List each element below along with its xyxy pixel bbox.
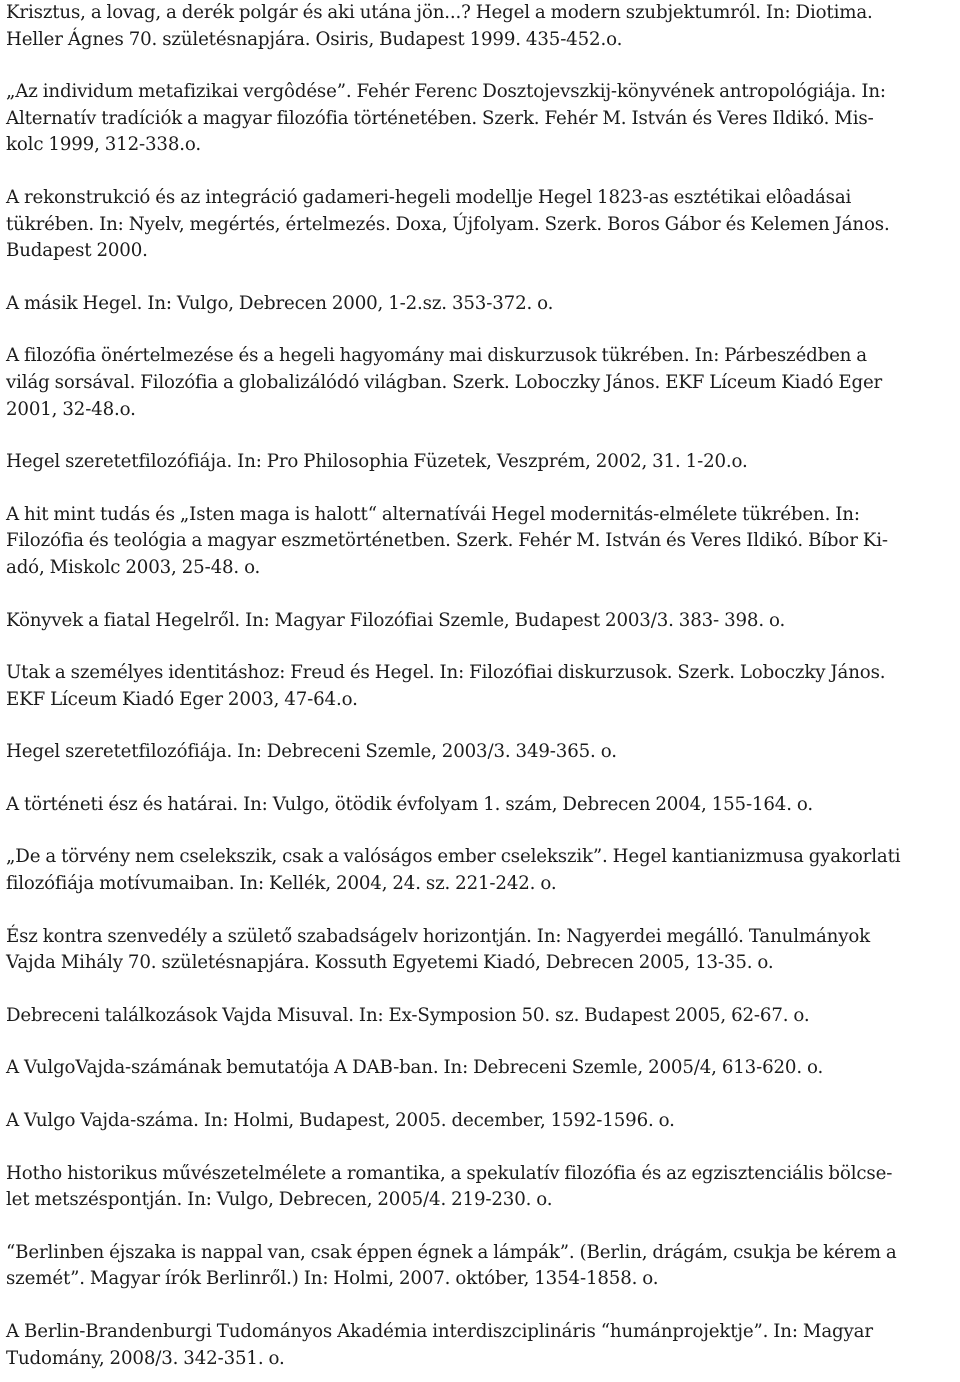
bibliography-entry bbox=[6, 1240, 956, 1293]
entry-line: szemét”. Magyar írók Berlinről.) In: Holmi, 2007. október, 1354-1858. o. bbox=[6, 1268, 659, 1290]
entry-line: Vajda Mihály 70. születésnapjára. Kossuth Egyetemi Kiadó, Debrecen 2005, 13-35. o. bbox=[6, 952, 774, 974]
entry-line: Ész kontra szenvedély a születő szabadságelv horizontján. In: Nagyerdei megálló. Tanulmányok bbox=[6, 925, 871, 947]
entry-line: A filozófia önértelmezése és a hegeli hagyomány mai diskurzusok tükrében. In: Párbeszédben a bbox=[6, 345, 867, 367]
entry-line: A hit mint tudás és „Isten maga is halott“ alternatívái Hegel modernitás-elmélete tükrében. In: bbox=[6, 503, 860, 525]
bibliography-entry bbox=[6, 1003, 956, 1030]
bibliography-entry bbox=[6, 1319, 956, 1372]
entry-line: „De a törvény nem cselekszik, csak a valóságos ember cselekszik”. Hegel kantianizmusa gyakorlati bbox=[6, 846, 901, 868]
entry-line: A rekonstrukció és az integráció gadameri-hegeli modellje Hegel 1823-as esztétikai elôadásai bbox=[6, 186, 852, 208]
bibliography-entry bbox=[6, 608, 956, 635]
bibliography-entry bbox=[6, 185, 956, 265]
entry-line: Hegel szeretetfilozófiája. In: Debreceni Szemle, 2003/3. 349-365. o. bbox=[6, 741, 617, 763]
entry-line: A másik Hegel. In: Vulgo, Debrecen 2000, 1-2.sz. 353-372. o. bbox=[6, 292, 554, 314]
bibliography-entry bbox=[6, 739, 956, 766]
entry-line: filozófiája motívumaiban. In: Kellék, 2004, 24. sz. 221-242. o. bbox=[6, 873, 557, 895]
bibliography-entry bbox=[6, 343, 956, 423]
entry-line: Könyvek a fiatal Hegelről. In: Magyar Filozófiai Szemle, Budapest 2003/3. 383- 398. o. bbox=[6, 609, 786, 631]
entry-line: A Vulgo Vajda-száma. In: Holmi, Budapest, 2005. december, 1592-1596. o. bbox=[6, 1110, 675, 1132]
bibliography-entry bbox=[6, 844, 956, 897]
bibliography-entry bbox=[6, 924, 956, 977]
entry-line: A Berlin-Brandenburgi Tudományos Akadémia interdiszciplináris “humánprojektje”. In: Magyar bbox=[6, 1321, 873, 1342]
bibliography-entry bbox=[6, 660, 956, 713]
entry-line: „Az individum metafizikai vergôdése”. Fehér Ferenc Dosztojevszkij-könyvének antropológiája. In: bbox=[6, 81, 886, 103]
entry-line: kolc 1999, 312-338.o. bbox=[6, 134, 202, 156]
entry-line: A VulgoVajda-számának bemutatója A DAB-ban. In: Debreceni Szemle, 2005/4, 613-620. o. bbox=[6, 1057, 824, 1079]
entry-line: világ sorsával. Filozófia a globalizálódó világban. Szerk. Loboczky János. EKF Líceum Kiadó Eger bbox=[6, 371, 883, 393]
entry-line: Krisztus, a lovag, a derék polgár és aki utána jön...? Hegel a modern szubjektumról. In: Diotima. bbox=[6, 2, 873, 23]
entry-line: Alternatív tradíciók a magyar filozófia történetében. Szerk. Fehér M. István és Veres Ildikó. Mis- bbox=[6, 107, 874, 129]
entry-line: tükrében. In: Nyelv, megértés, értelmezés. Doxa, Újfolyam. Szerk. Boros Gábor és Kelemen János. bbox=[6, 213, 890, 235]
entry-line: “Berlinben éjszaka is nappal van, csak éppen égnek a lámpák”. (Berlin, drágám, csukja be kérem a bbox=[6, 1241, 897, 1263]
entry-line: Utak a személyes identitáshoz: Freud és Hegel. In: Filozófiai diskurzusok. Szerk. Loboczky János. bbox=[6, 662, 886, 684]
bibliography-entry bbox=[6, 1161, 956, 1214]
entry-line: Budapest 2000. bbox=[6, 240, 148, 262]
entry-line: Hegel szeretetfilozófiája. In: Pro Philosophia Füzetek, Veszprém, 2002, 31. 1-20.o. bbox=[6, 451, 748, 473]
bibliography-entry bbox=[6, 291, 956, 318]
entry-line: A történeti ész és határai. In: Vulgo, ötödik évfolyam 1. szám, Debrecen 2004, 155-164. o. bbox=[6, 793, 813, 815]
entry-line: EKF Líceum Kiadó Eger 2003, 47-64.o. bbox=[6, 688, 358, 710]
entry-line: adó, Miskolc 2003, 25-48. o. bbox=[6, 556, 261, 578]
entry-line: Heller Ágnes 70. születésnapjára. Osiris, Budapest 1999. 435-452.o. bbox=[6, 28, 623, 50]
bibliography-entry bbox=[6, 0, 956, 53]
bibliography-entry bbox=[6, 79, 956, 159]
bibliography-entry bbox=[6, 1108, 956, 1135]
bibliography-entry bbox=[6, 449, 956, 476]
entry-line: Hotho historikus művészetelmélete a romantika, a spekulatív filozófia és az egzisztenciális bölcse- bbox=[6, 1162, 893, 1184]
entry-line: 2001, 32-48.o. bbox=[6, 398, 136, 420]
entry-line: Filozófia és teológia a magyar eszmetörténetben. Szerk. Fehér M. István és Veres Ildikó. Bíbor Ki- bbox=[6, 530, 888, 552]
bibliography-entry bbox=[6, 792, 956, 819]
bibliography-entry bbox=[6, 502, 956, 582]
bibliography-entry bbox=[6, 1055, 956, 1082]
entry-line: Debreceni találkozások Vajda Misuval. In: Ex-Symposion 50. sz. Budapest 2005, 62-67. o. bbox=[6, 1004, 810, 1026]
entry-line: let metszéspontján. In: Vulgo, Debrecen, 2005/4. 219-230. o. bbox=[6, 1189, 553, 1211]
entry-line: Tudomány, 2008/3. 342-351. o. bbox=[6, 1347, 285, 1369]
